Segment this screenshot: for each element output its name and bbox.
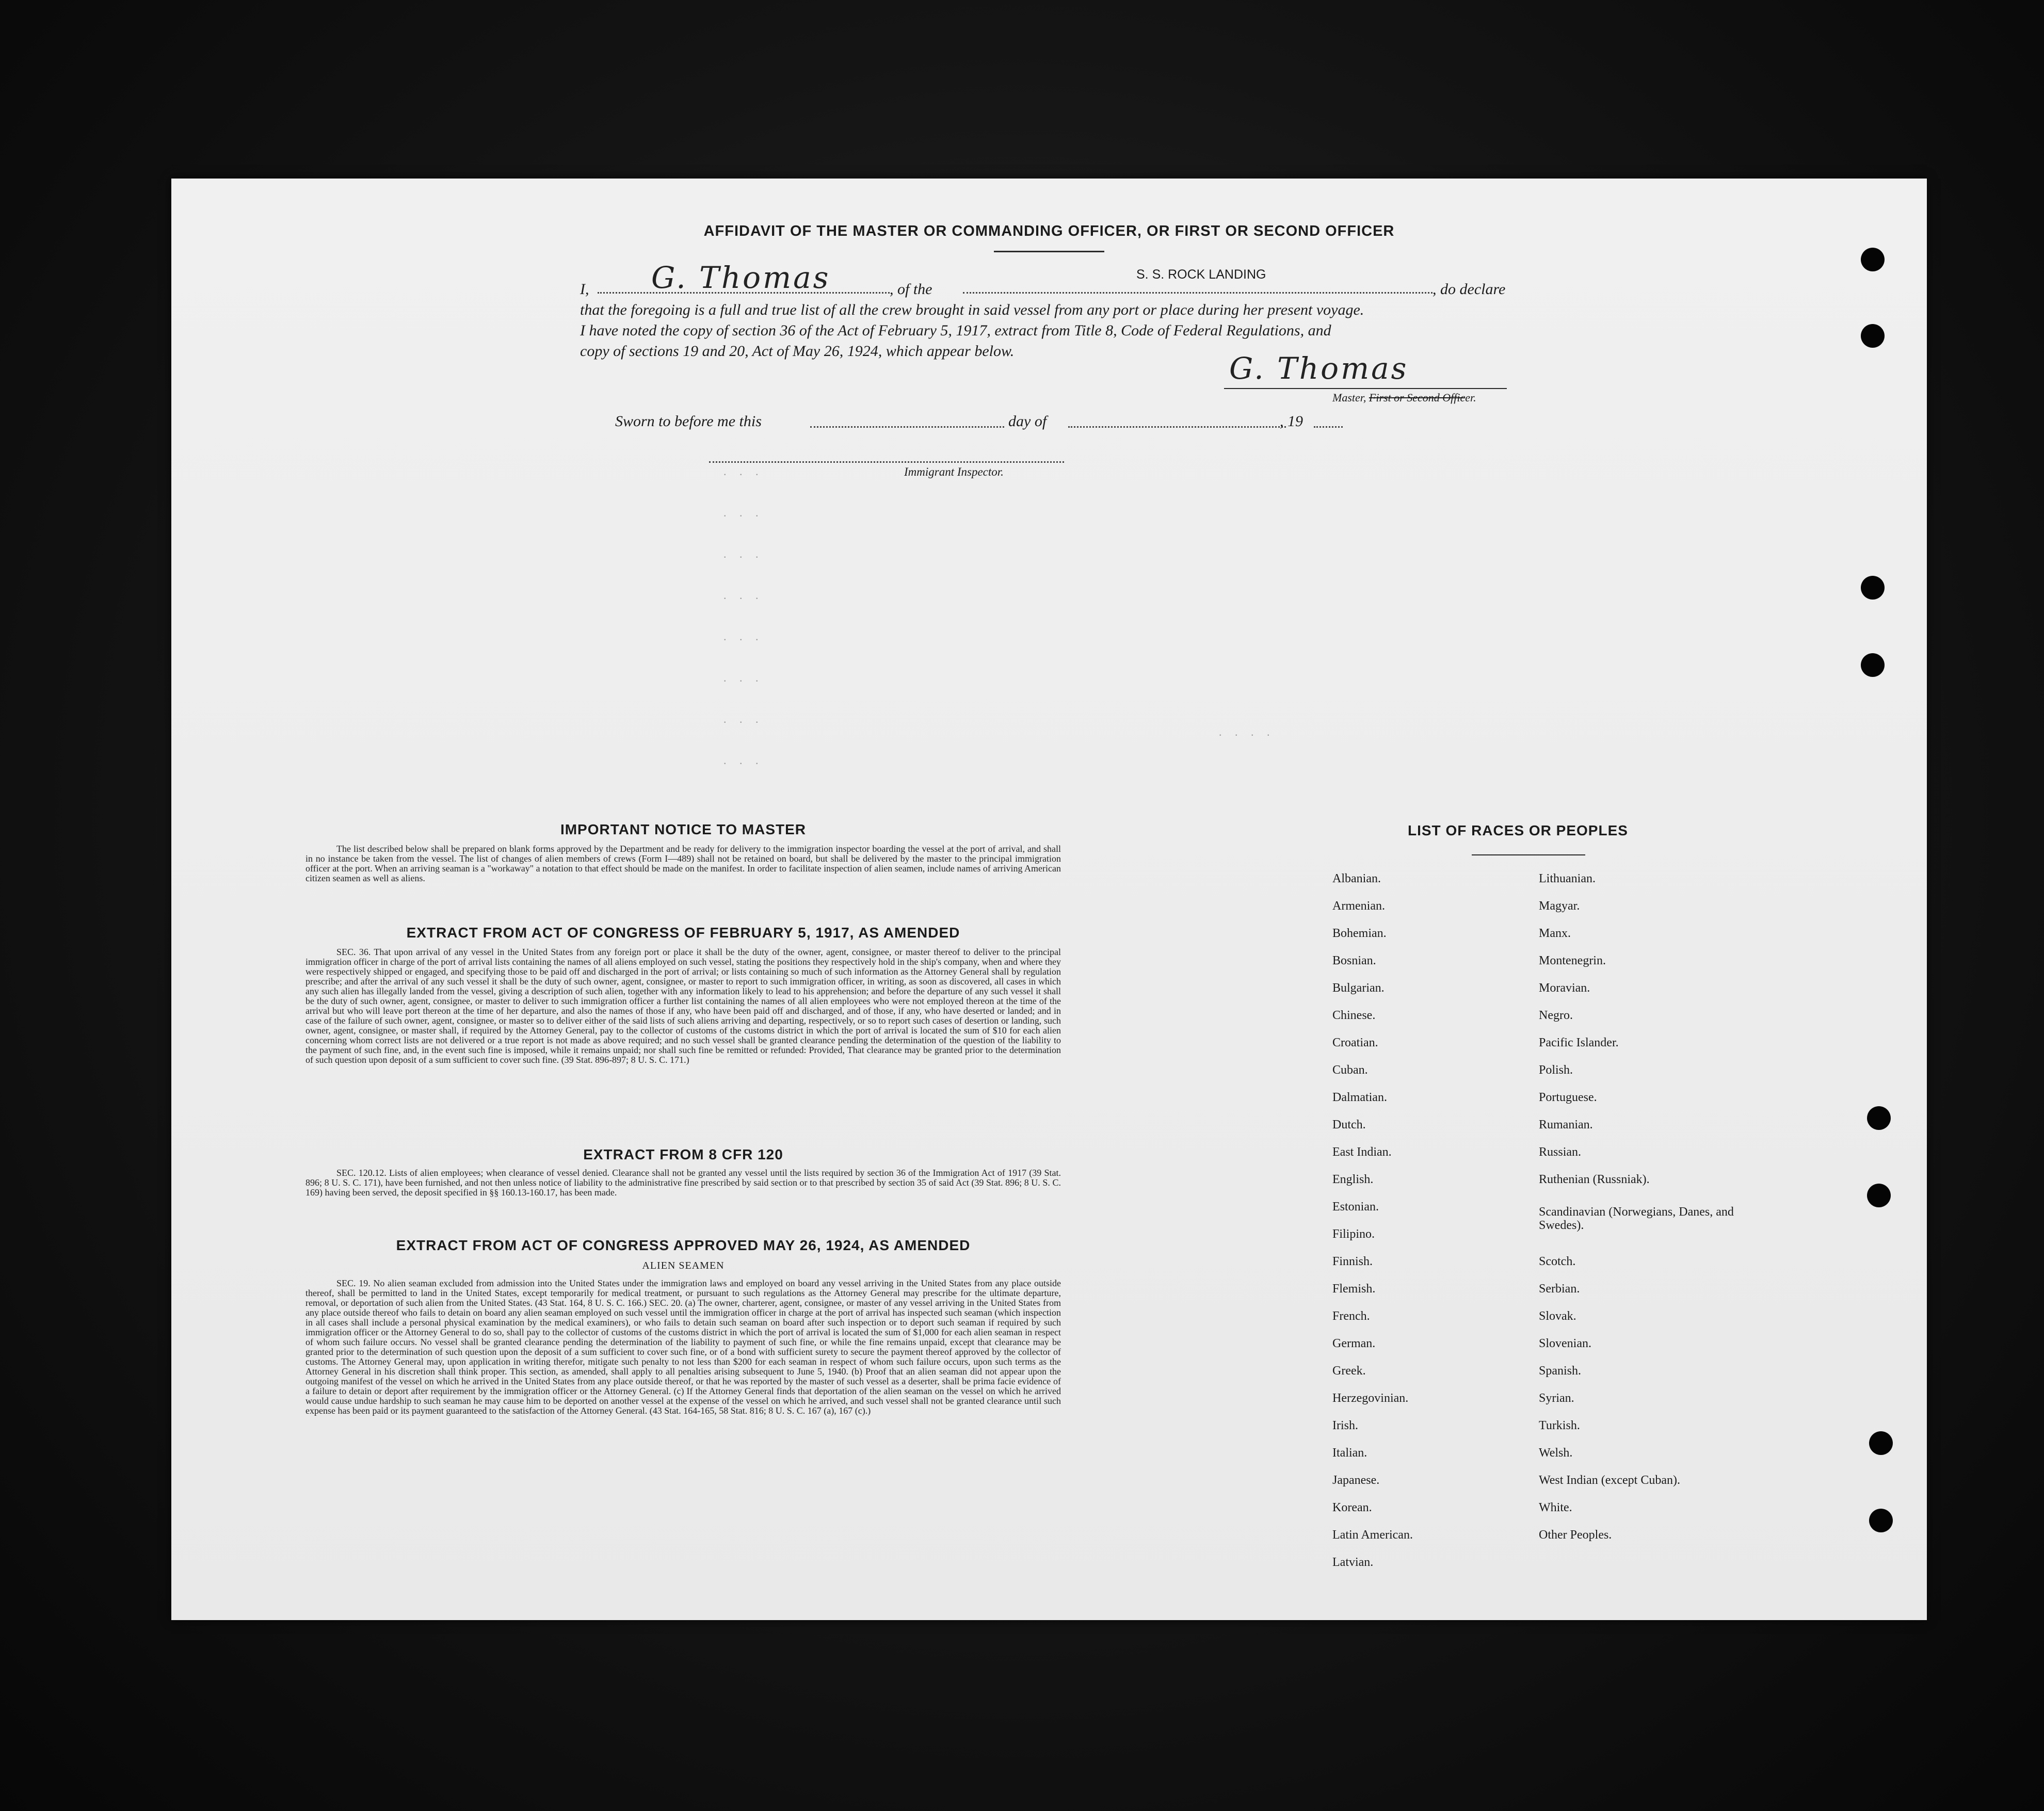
affidavit-line-4: copy of sections 19 and 20, Act of May 26, 1924, which appear below. [580,343,1015,360]
bleed-through-marks: . . . [723,547,764,560]
race-right-item: Moravian. [1539,981,1590,995]
race-right-item: Polish. [1539,1063,1573,1077]
extract-1924-body: SEC. 19. No alien seaman excluded from admission into the United States under the immigration laws and employed on board any vessel arriving in the United States from any place outside thereof, shall be permitted to land in the United States, except temporarily for medical treatment, or pursuant to such regulations as the Attorney General may prescribe for the ultimate departure, removal, or deportation of such alien from the United States. (43 Stat. 164, 8 U. S. C. 166.) SEC. 20. (a) The owner, charterer, agent, consignee, or master of any vessel arriving in the United States from any place outside thereof who fails to detain on board any alien seaman employed on such vessel until the immigration officer in charge at the port of arrival has inspected such seaman (which inspection in all cases shall include a personal physical examination by the medical examiners), or who fails to detain such seaman on board after such inspection or to deport such seaman if required by such immigration officer or the Attorney General to do so, shall pay to the collector of customs of the customs district in which the port of arrival is located the sum of $1,000 for each alien seaman in respect of whom such failure occurs. No vessel shall be granted clearance pending the determination of the liability to payment of such fine, or while the fine remains unpaid, except that clearance may be granted prior to the determination of such question upon the deposit of a sum sufficient to cover such fine, or of a bond with sufficient surety to secure the payment thereof approved by the collector of customs. The Attorney General may, upon application in writing therefor, mitigate such penalty to not less than $200 for each seaman in respect of whom such failure occurs, upon such terms as the Attorney General in his discretion shall think proper. This section, as amended, shall apply to all penalties arising subsequent to June 5, 1940. (b) Proof that an alien seaman did not appear upon the outgoing manifest of the vessel on which he arrived in the United States from any place outside thereof, or that he was reported by the master of such vessel as a deserter, shall be prima facie evidence of a failure to detain or deport after requirement by the immigration officer or the Attorney General. (c) If the Attorney General finds that deportation of the alien seaman on the vessel on which he arrived would cause undue hardship to such seaman he may cause him to be deported on another vessel at the expense of the vessel on which he arrived, and such vessel shall not be granted clearance until such expense has been paid or its payment guaranteed to the satisfaction of the Attorney General. (43 Stat. 164-165, 58 Stat. 816; 8 U. S. C. 167 (a), 167 (c).) [305,1278,1061,1416]
sworn-month-line [1068,426,1286,428]
affidavit-title: AFFIDAVIT OF THE MASTER OR COMMANDING OFFICER, OR FIRST OR SECOND OFFICER [703,223,1395,239]
inspector-label: Immigrant Inspector. [904,465,1004,478]
race-left-item: Bohemian. [1332,927,1387,940]
race-left-item: East Indian. [1332,1145,1392,1159]
affidavit-pronoun: I, [580,281,589,298]
binder-hole [1861,576,1885,600]
race-left-item: Irish. [1332,1419,1358,1432]
bleed-through-marks: . . . . [1219,725,1275,738]
race-right-item: Welsh. [1539,1446,1573,1460]
race-left-item: French. [1332,1309,1370,1323]
signature-line [1224,388,1507,389]
race-right-item: Scotch. [1539,1255,1576,1268]
race-left-item: Japanese. [1332,1474,1380,1487]
title-underline [994,251,1104,252]
binder-hole [1861,248,1885,271]
race-right-item: Negro. [1539,1009,1573,1022]
bleed-through-marks: . . . [723,630,764,643]
race-left-item: German. [1332,1337,1376,1350]
race-left-item: Cuban. [1332,1063,1368,1077]
notice-body: The list described below shall be prepared on blank forms approved by the Department and be ready for delivery to the immigration inspector boarding the vessel at the port of arrival, and shall in no instance be taken from the vessel. The list of changes of alien members of crews (Form I—489) shall not be retained on board, but shall be delivered by the master to the principal immigration officer at the port. When an arriving seaman is a "workaway" a notation to that effect should be made on the manifest. In order to facilitate inspection of alien seamen, include names of arriving American citizen seamen as well as aliens. [305,844,1061,883]
master-title [1332,391,1476,405]
binder-hole [1867,1106,1891,1130]
affidavit-line-3: I have noted the copy of section 36 of the Act of February 5, 1917, extract from Title 8, Code of Federal Regulations, and [580,322,1331,339]
sworn-text: Sworn to before me this [615,413,762,430]
races-title: LIST OF RACES OR PEOPLES [1408,822,1628,838]
race-left-item: Italian. [1332,1446,1367,1460]
race-right-item: White. [1539,1501,1572,1514]
race-right-item: Serbian. [1539,1282,1580,1296]
name-field-line [598,292,890,294]
of-the-text: , of the [890,281,932,298]
extract-1917-body: SEC. 36. That upon arrival of any vessel in the United States from any foreign port or place it shall be the duty of the owner, agent, consignee, or master thereof to deliver to the principal immigration officer in charge of the port of arrival lists containing the names of all aliens employed on such vessel, stating the positions they respectively hold in the ship's company, when and where they were respectively shipped or engaged, and specifying those to be paid off and discharged in the port of arrival; or lists containing so much of such information as the Attorney General shall by regulation prescribe; and after the arrival of any such vessel it shall be the duty of such owner, agent, consignee, or master to report to such immigration officer, in writing, as soon as discovered, all cases in which any such alien has illegally landed from the vessel, giving a description of such alien, together with any information likely to lead to his apprehension; and before the departure of any such vessel it shall be the duty of such owner, agent, consignee, or master to deliver to such immigration officer a further list containing the names of all alien employees who were not employed thereon at the time of the arrival but who will leave port thereon at the time of her departure, and also the names of those if any, who have been paid off and discharged, and of those, if any, who have deserted or landed; and in case of the failure of such owner, agent, consignee, or master so to deliver either of the said lists of such aliens arriving and departing, respectively, or so to report such cases of desertion or landing, such owner, agent, consignee, or master shall, if required by the Attorney General, pay to the collector of customs of the customs district in which the port of arrival is located the sum of $10 for each alien concerning whom correct lists are not delivered or a true report is not made as above required; and no such vessel shall be granted clearance pending the determination of the question of the liability to the payment of such fine, and, in the event such fine is imposed, while it remains unpaid; nor shall such fine be remitted or refunded: Provided, That clearance may be granted prior to the determination of such question upon deposit of a sum sufficient to cover such fine. (39 Stat. 896-897; 8 U. S. C. 171.) [305,947,1061,1065]
race-right-item: West Indian (except Cuban). [1539,1474,1680,1487]
day-of-text: day of [1008,413,1047,430]
race-left-item: Flemish. [1332,1282,1376,1296]
race-right-item: Slovenian. [1539,1337,1591,1350]
race-right-item: Slovak. [1539,1309,1576,1323]
struck-officer-label: First or Second Offic [1369,391,1466,404]
race-left-item: Croatian. [1332,1036,1378,1049]
race-left-item: Herzegovinian. [1332,1392,1409,1405]
year-text: , 19 [1280,413,1303,430]
notice-title: IMPORTANT NOTICE TO MASTER [560,821,807,837]
races-title-underline [1472,854,1585,855]
bleed-through-marks: . . . [723,465,764,478]
binder-hole [1861,324,1885,348]
binder-hole [1869,1431,1893,1455]
race-right-item: Montenegrin. [1539,954,1606,967]
sworn-year-line [1314,426,1343,428]
race-right-item: Ruthenian (Russniak). [1539,1173,1650,1186]
race-left-item: Latin American. [1332,1528,1413,1542]
race-right-item: Lithuanian. [1539,872,1596,885]
bleed-through-marks: . . . [723,589,764,602]
extract-8cfr-body: SEC. 120.12. Lists of alien employees; when clearance of vessel denied. Clearance shall not be granted any vessel until the lists required by section 36 of the Immigration Act of 1917 (39 Stat. 896; 8 U. S. C. 171), have been furnished, and not then unless notice of liability to the administrative fine prescribed by said section or to that prescribed by section 35 of said Act (39 Stat. 896; 8 U. S. C. 169) having been served, the deposit specified in §§ 160.13-160.17, has been made. [305,1168,1061,1198]
race-right-item: Magyar. [1539,899,1580,913]
race-left-item: Bulgarian. [1332,981,1385,995]
race-left-item: Dutch. [1332,1118,1366,1131]
race-left-item: Albanian. [1332,872,1381,885]
race-right-item: Russian. [1539,1145,1582,1159]
race-left-item: Bosnian. [1332,954,1376,967]
race-left-item: Dalmatian. [1332,1091,1387,1104]
race-left-item: Korean. [1332,1501,1372,1514]
race-left-item: Armenian. [1332,899,1385,913]
bleed-through-marks: . . . [723,713,764,725]
vessel-field-line [963,292,1433,294]
race-right-item: Rumanian. [1539,1118,1593,1131]
binder-hole [1861,653,1885,677]
master-label-end: er. [1465,391,1476,404]
bleed-through-marks: . . . [723,506,764,519]
race-right-item: Portuguese. [1539,1091,1597,1104]
race-right-item: Manx. [1539,927,1571,940]
race-right-item: Other Peoples. [1539,1528,1612,1542]
binder-hole [1869,1509,1893,1532]
race-right-item: Syrian. [1539,1392,1574,1405]
race-left-item: Filipino. [1332,1227,1375,1241]
binder-hole [1867,1184,1891,1207]
extract-1924-title: EXTRACT FROM ACT OF CONGRESS APPROVED MAY 26, 1924, AS AMENDED [396,1237,971,1253]
do-declare-text: , do declare [1433,281,1506,298]
sworn-day-line [810,426,1004,428]
race-right-item: Pacific Islander. [1539,1036,1619,1049]
race-left-item: Finnish. [1332,1255,1373,1268]
document-page [171,179,1927,1620]
affidavit-line-2: that the foregoing is a full and true list of all the crew brought in said vessel from any port or place during her present voyage. [580,301,1364,318]
master-signature-inline: G. Thomas [651,260,831,295]
race-left-item: English. [1332,1173,1374,1186]
race-right-item: Scandinavian (Norwegians, Danes, and Swedes). [1539,1205,1734,1232]
race-right-item: Spanish. [1539,1364,1582,1378]
race-left-item: Greek. [1332,1364,1366,1378]
race-right-item: Turkish. [1539,1419,1580,1432]
master-signature: G. Thomas [1229,351,1409,386]
alien-seamen-subtitle: ALIEN SEAMEN [642,1260,725,1271]
bleed-through-marks: . . . [723,754,764,767]
race-left-item: Chinese. [1332,1009,1376,1022]
master-label: Master, [1332,391,1369,404]
extract-8cfr-title: EXTRACT FROM 8 CFR 120 [583,1146,783,1162]
race-left-item: Latvian. [1332,1556,1374,1569]
extract-1917-title: EXTRACT FROM ACT OF CONGRESS OF FEBRUARY 5, 1917, AS AMENDED [406,925,960,941]
race-left-item: Estonian. [1332,1200,1379,1214]
vessel-name: S. S. ROCK LANDING [1136,267,1266,282]
bleed-through-marks: . . . [723,671,764,684]
inspector-signature-line [709,461,1064,463]
